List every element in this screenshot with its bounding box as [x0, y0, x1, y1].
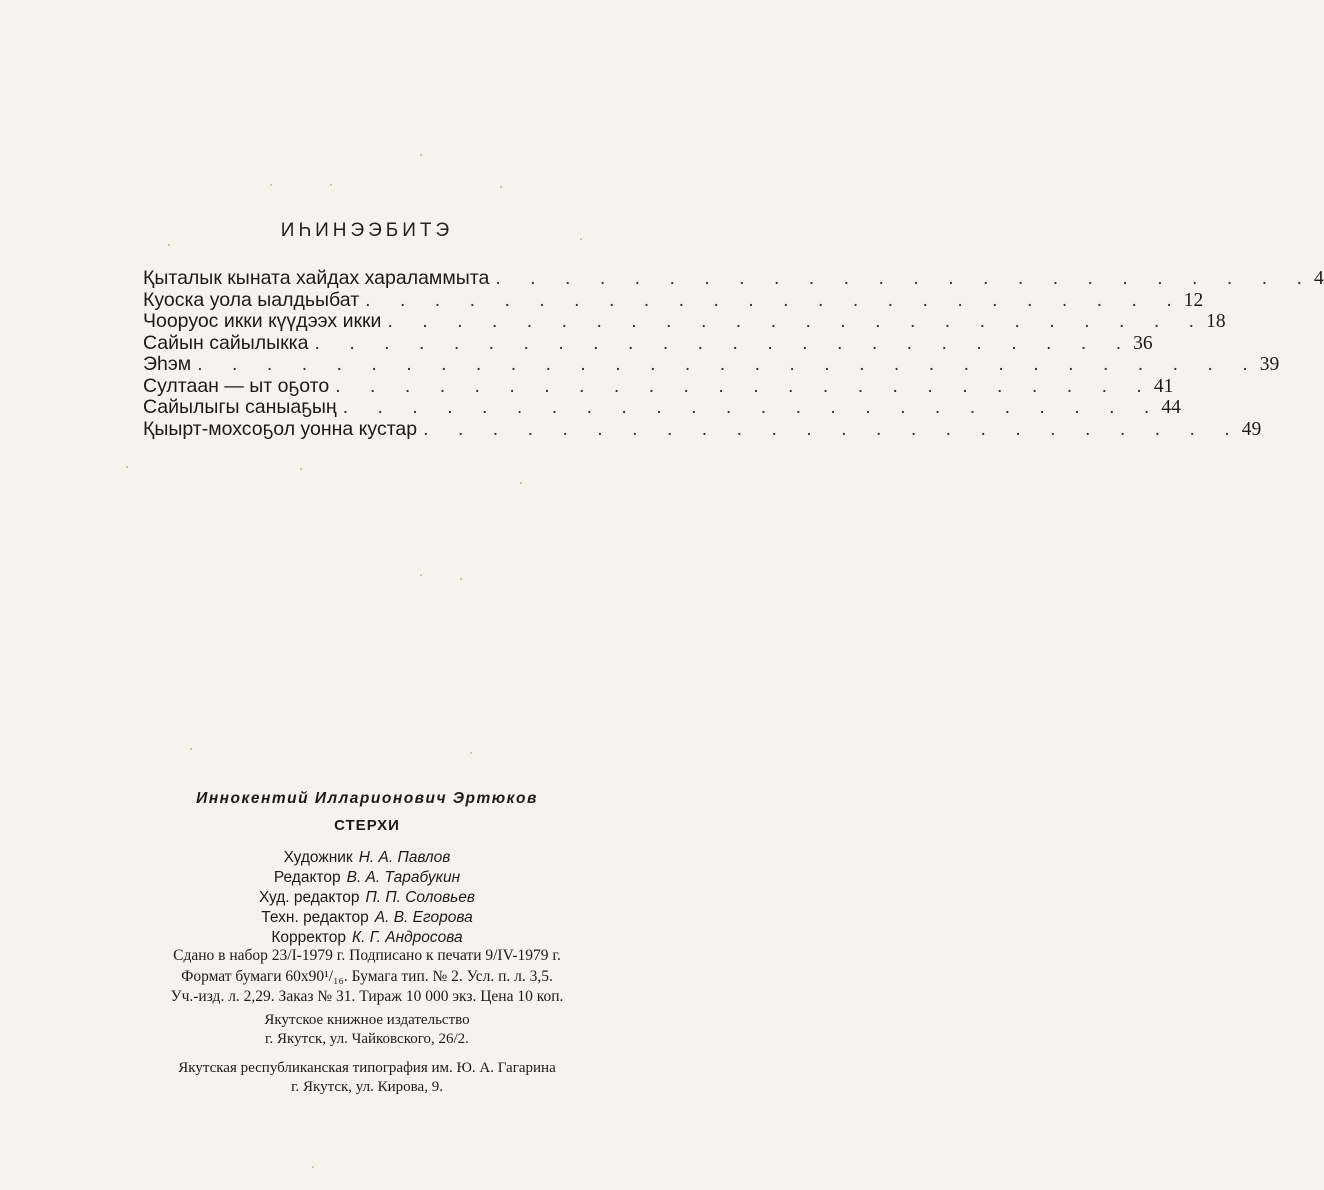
- toc-leader-dots: . . . . . . . . . . . . . . . . . . . . . . . .: [495, 267, 1314, 289]
- toc-heading: ИҺИНЭЭБИТЭ: [280, 220, 454, 241]
- credit-line: [0, 848, 734, 868]
- toc-entry-title: Куоска уола ыалдьыбат: [143, 288, 360, 311]
- toc-entry-title: Сайын сайылыкка: [143, 331, 309, 354]
- toc-leader-dots: . . . . . . . . . . . . . . . . . . . . . . . .: [342, 396, 1162, 418]
- credit-line: [0, 868, 734, 888]
- credits-list: [0, 848, 734, 948]
- publisher-line: г. Якутск, ул. Чайковского, 26/2.: [265, 1031, 469, 1047]
- print-detail-line: Формат бумаги 60x90¹/₁₆. Бумага тип. № 2. Усл. п. л. 3,5.: [181, 967, 553, 985]
- publisher-info: [0, 1011, 734, 1049]
- table-of-contents: [143, 267, 1324, 440]
- credit-role: Корректор: [271, 929, 346, 946]
- toc-entry: [143, 267, 1324, 290]
- scan-speck: [580, 238, 582, 240]
- scan-speck: [190, 748, 192, 750]
- printer-info: [0, 1059, 734, 1097]
- toc-entry: [143, 288, 1204, 312]
- author-name: Иннокентий Илларионович Эртюков: [196, 790, 538, 807]
- toc-entry-title: Султаан — ыт оҕото: [143, 374, 330, 397]
- toc-entry-title: Сайылыгы саныаҕың: [143, 396, 337, 418]
- credit-role: Художник: [283, 849, 353, 866]
- toc-leader-dots: . . . . . . . . . . . . . . . . . . . . . . . . . . . . . . .: [197, 353, 1260, 375]
- credit-person: В. А. Тарабукин: [346, 869, 461, 886]
- toc-entry-title: Қыталык кыната хайдах хараламмыта: [143, 267, 490, 289]
- credit-line: [0, 928, 734, 948]
- credit-person: Н. А. Павлов: [358, 849, 451, 866]
- scan-speck: [126, 466, 128, 468]
- toc-entry-page: 39: [1259, 354, 1280, 375]
- toc-entry-page: 41: [1153, 375, 1174, 397]
- credit-line: [0, 888, 734, 908]
- toc-entry: [143, 396, 1181, 419]
- toc-entry: [143, 353, 1280, 376]
- print-detail-line: Уч.-изд. л. 2,29. Заказ № 31. Тираж 10 000 экз. Цена 10 коп.: [170, 988, 564, 1005]
- toc-leader-dots: . . . . . . . . . . . . . . . . . . . . . . . .: [387, 310, 1207, 332]
- toc-entry-page: 18: [1206, 311, 1226, 332]
- toc-leader-dots: . . . . . . . . . . . . . . . . . . . . . . . .: [314, 331, 1134, 354]
- toc-entry: [143, 331, 1153, 355]
- scan-speck: [470, 752, 472, 754]
- toc-entry-page: 36: [1133, 332, 1153, 354]
- credit-role: Худ. редактор: [258, 889, 360, 906]
- scan-speck: [420, 574, 422, 576]
- toc-entry: [143, 417, 1262, 441]
- credit-role: Техн. редактор: [261, 909, 369, 926]
- print-detail-line: Сдано в набор 23/I-1979 г. Подписано к печати 9/IV-1979 г.: [173, 947, 561, 964]
- scan-speck: [500, 186, 502, 188]
- toc-leader-dots: . . . . . . . . . . . . . . . . . . . . . . . .: [423, 417, 1242, 440]
- scan-speck: [312, 1166, 314, 1168]
- scan-speck: [420, 154, 422, 156]
- publisher-line: Якутское книжное издательство: [264, 1012, 470, 1028]
- toc-entry-page: 44: [1161, 397, 1181, 418]
- credit-person: А. В. Егорова: [374, 909, 473, 926]
- scan-speck: [168, 244, 170, 246]
- scan-speck: [520, 482, 522, 484]
- credit-person: П. П. Соловьев: [365, 889, 476, 906]
- scan-speck: [300, 468, 302, 470]
- credit-line: [0, 908, 734, 928]
- toc-entry-page: 4: [1313, 268, 1324, 289]
- book-title: СТЕРХИ: [334, 817, 400, 834]
- toc-entry: [143, 374, 1174, 398]
- credit-role: Редактор: [273, 869, 341, 886]
- credit-person: К. Г. Андросова: [351, 929, 463, 946]
- scan-speck: [460, 578, 462, 580]
- scan-speck: [270, 184, 272, 186]
- toc-entry-page: 12: [1183, 289, 1204, 311]
- printer-line: г. Якутск, ул. Кирова, 9.: [291, 1079, 443, 1095]
- printer-line: Якутская республиканская типография им. Ю. А. Гагарина: [178, 1060, 556, 1076]
- toc-entry: [143, 310, 1226, 333]
- toc-entry-page: 49: [1241, 418, 1262, 440]
- toc-entry-title: Эһэм: [143, 353, 192, 375]
- toc-leader-dots: . . . . . . . . . . . . . . . . . . . . . . . .: [365, 288, 1184, 311]
- toc-entry-title: Қыырт-мохсоҕол уонна кустар: [143, 417, 418, 440]
- toc-entry-title: Чооруос икки күүдээх икки: [143, 310, 382, 332]
- print-details: [0, 946, 734, 1008]
- toc-leader-dots: . . . . . . . . . . . . . . . . . . . . . . . .: [335, 374, 1154, 397]
- scan-speck: [330, 184, 332, 186]
